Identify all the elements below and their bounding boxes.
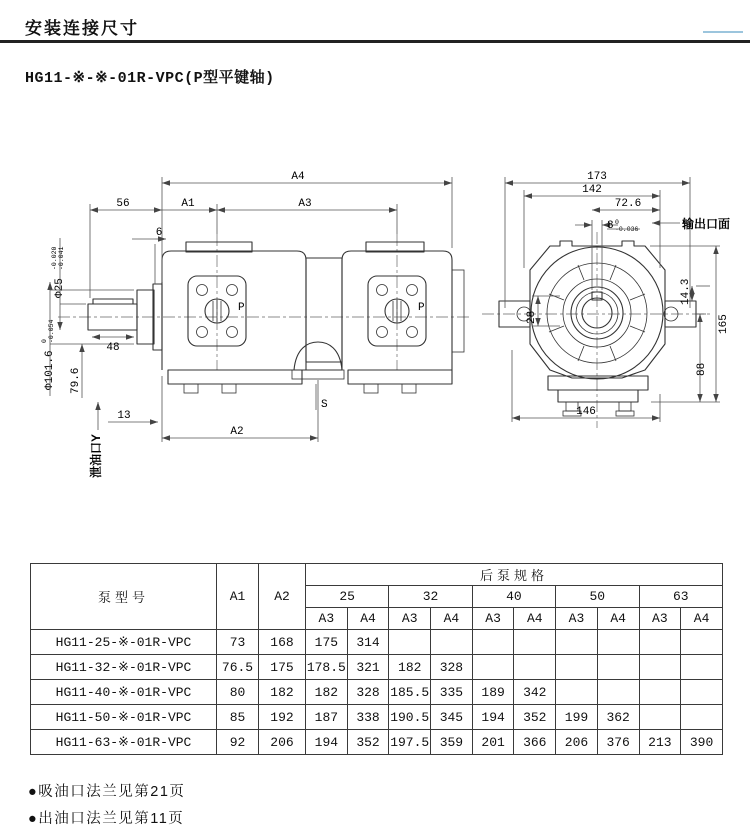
size-header-40: 40: [472, 586, 555, 608]
front-body: [499, 241, 696, 416]
dim-key-tol-lo: -0.036: [615, 226, 639, 233]
dim-key-tol-hi: 0: [615, 219, 619, 226]
table-header-row-1: [31, 564, 723, 586]
sub-header-a3: A3: [389, 608, 431, 630]
col-header-model: 泵型号: [31, 564, 217, 630]
dim-a2: A2: [230, 426, 244, 438]
sub-header-a4: A4: [431, 608, 473, 630]
p-port-rear-label: P: [418, 302, 425, 314]
model-cell: HG11-63-※-01R-VPC: [31, 730, 217, 755]
dim-173: 173: [587, 171, 607, 183]
sub-header-a3: A3: [639, 608, 681, 630]
s-port-label: S: [321, 399, 328, 411]
title-rule: [0, 40, 750, 43]
table-row: HG11-32-※-01R-VPC 76.5 175 178.5 321 182 328: [31, 655, 723, 680]
svg-text:79.6: 79.6: [70, 367, 82, 394]
svg-text:165: 165: [718, 314, 730, 334]
table-row: HG11-50-※-01R-VPC 85 192 187 338 190.5 345 194 352 199 362: [31, 705, 723, 730]
svg-text:28: 28: [526, 310, 538, 324]
svg-text:0: 0: [41, 339, 48, 343]
dim-142: 142: [582, 184, 602, 196]
outlet-face-label: 输出口面: [682, 217, 731, 231]
dimension-table: [30, 563, 723, 755]
model-cell: HG11-25-※-01R-VPC: [31, 630, 217, 655]
size-header-63: 63: [639, 586, 722, 608]
front-pump-body: [162, 242, 306, 393]
dim-6: 6: [155, 227, 163, 239]
model-subtitle: HG11-※-※-01R-VPC(P型平键轴): [25, 70, 275, 87]
front-view: [482, 171, 730, 428]
sub-header-a4: A4: [681, 608, 723, 630]
col-header-group: 后泵规格: [306, 564, 723, 586]
dim-72-6: 72.6: [614, 198, 642, 210]
svg-text:-0.020: -0.020: [51, 246, 58, 270]
dim-a3: A3: [298, 198, 312, 210]
dim-56: 56: [116, 198, 130, 210]
svg-text:Φ25: Φ25: [54, 278, 66, 298]
dim-pilot-dia: [41, 319, 56, 390]
footnotes: [28, 779, 185, 833]
svg-text:88: 88: [696, 362, 708, 376]
sub-header-a3: A3: [556, 608, 598, 630]
dim-165: [718, 314, 730, 334]
p-port-front-label: P: [238, 302, 245, 314]
size-header-25: 25: [306, 586, 389, 608]
svg-text:14.3: 14.3: [680, 278, 692, 305]
table-row: HG11-40-※-01R-VPC 80 182 182 328 185.5 335 189 342: [31, 680, 723, 705]
sub-header-a3: A3: [472, 608, 514, 630]
col-header-a2: A2: [259, 564, 306, 630]
dim-key-width: 8: [607, 220, 614, 232]
dim-79-6: [70, 368, 82, 394]
dim-48: 48: [106, 342, 120, 354]
dim-14-3: [680, 279, 692, 305]
col-header-a1: A1: [217, 564, 259, 630]
model-cell: HG11-50-※-01R-VPC: [31, 705, 217, 730]
dimension-drawing: [0, 148, 750, 493]
svg-text:Φ101.6: Φ101.6: [44, 350, 56, 390]
dim-a1: A1: [181, 198, 195, 210]
dim-88: [696, 363, 708, 376]
dim-a4: A4: [291, 171, 305, 183]
footnote-outlet-flange: ●出油口法兰见第11页: [28, 811, 185, 827]
sub-header-a3: A3: [306, 608, 348, 630]
footnote-suction-flange: ●吸油口法兰见第21页: [28, 784, 186, 800]
side-view: [41, 171, 472, 478]
center-section: [292, 258, 344, 379]
svg-text:-0.041: -0.041: [58, 246, 65, 270]
table-row: HG11-25-※-01R-VPC 73 168 175 314: [31, 630, 723, 655]
svg-text:-0.054: -0.054: [48, 319, 55, 343]
rear-pump-body: [342, 242, 464, 393]
size-header-32: 32: [389, 586, 472, 608]
dim-28: [526, 311, 538, 324]
model-cell: HG11-32-※-01R-VPC: [31, 655, 217, 680]
accent-dash: [703, 31, 743, 33]
sub-header-a4: A4: [347, 608, 389, 630]
dim-13: 13: [117, 410, 131, 422]
size-header-50: 50: [556, 586, 639, 608]
drain-port-label: 泄油口Y: [89, 433, 103, 478]
sub-header-a4: A4: [597, 608, 639, 630]
dim-146: 146: [576, 406, 596, 418]
table-row: HG11-63-※-01R-VPC 92 206 194 352 197.5 359 201 366 206 376 213 390: [31, 730, 723, 755]
sub-header-a4: A4: [514, 608, 556, 630]
model-cell: HG11-40-※-01R-VPC: [31, 680, 217, 705]
page-title: 安装连接尺寸: [25, 19, 139, 38]
